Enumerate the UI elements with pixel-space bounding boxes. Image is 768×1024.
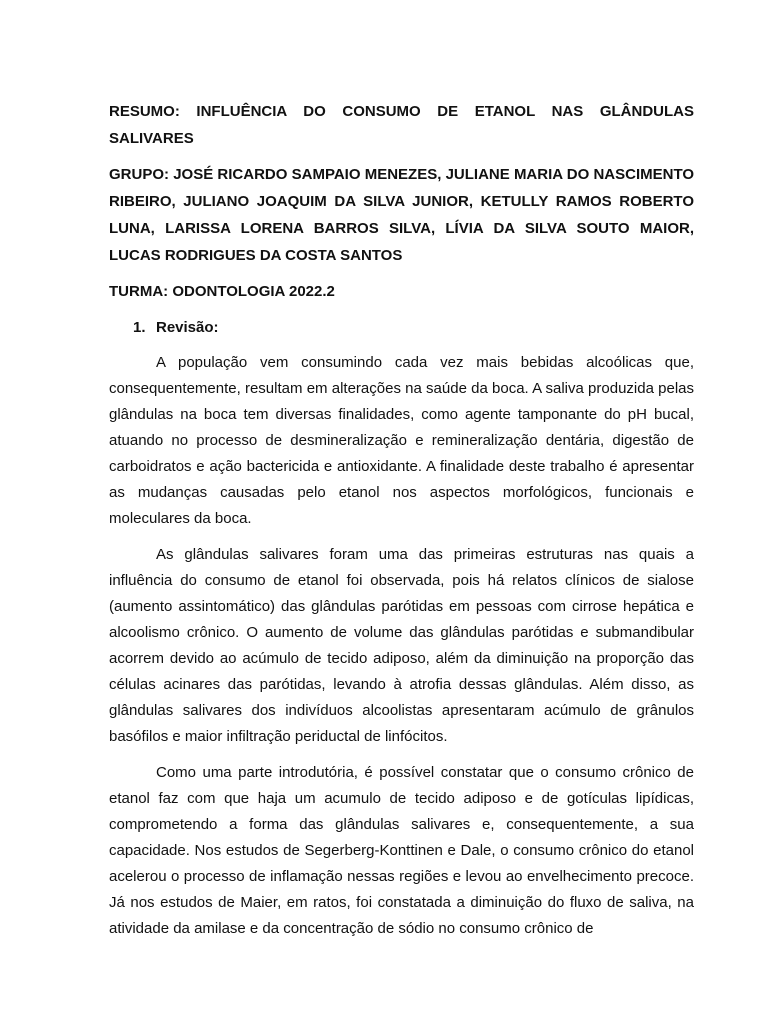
group-members: GRUPO: JOSÉ RICARDO SAMPAIO MENEZES, JULIANE MARIA DO NASCIMENTO RIBEIRO, JULIANO JOAQUIM DA SILVA JUNIOR, KETULLY RAMOS ROBERTO LUNA, LARISSA LORENA BARROS SILVA, LÍVIA DA SILVA SOUTO MAIOR, LUCAS RODRIGUES DA COSTA SANTOS [109,166,694,264]
paragraph-3: Como uma parte introdutória, é possível constatar que o consumo crônico de etanol faz com que haja um acumulo de tecido adiposo e de gotículas lipídicas, comprometendo a forma das glândulas salivares e, consequentemente, a sua capacidade. Nos estudos de Segerberg-Konttinen e Dale, o consumo crônico do etanol acelerou o processo de inflamação nessas regiões e levou ao envelhecimento precoce. Já nos estudos de Maier, em ratos, foi constatada a diminuição do fluxo de saliva, na atividade da amilase e da concentração de sódio no consumo crônico de [109,764,694,937]
section-heading [109,314,694,341]
section-title: Revisão: [156,319,219,336]
paragraph-1: A população vem consumindo cada vez mais bebidas alcoólicas que, consequentemente, resultam em alterações na saúde da boca. A saliva produzida pelas glândulas na boca tem diversas finalidades, como agente tamponante do pH bucal, atuando no processo de desmineralização e remineralização dentária, digestão de carboidratos e ação bactericida e antioxidante. A finalidade deste trabalho é apresentar as mudanças causadas pelo etanol nos aspectos morfológicos, funcionais e moleculares da boca. [109,354,694,527]
class-info: TURMA: ODONTOLOGIA 2022.2 [109,283,335,300]
paragraph-2: As glândulas salivares foram uma das primeiras estruturas nas quais a influência do consumo de etanol foi observada, pois há relatos clínicos de sialose (aumento assintomático) das glândulas parótidas em pessoas com cirrose hepática e alcoolismo crônico. O aumento de volume das glândulas parótidas e submandibular acorrem devido ao acúmulo de tecido adiposo, além da diminuição na proporção das células acinares das parótidas, levando à atrofia dessas glândulas. Além disso, as glândulas salivares dos indivíduos alcoolistas apresentaram acúmulo de grânulos basófilos e maior infiltração periductal de linfócitos. [109,546,694,745]
summary-title: RESUMO: INFLUÊNCIA DO CONSUMO DE ETANOL NAS GLÂNDULAS SALIVARES [109,103,694,147]
section-number: 1. [133,319,146,336]
